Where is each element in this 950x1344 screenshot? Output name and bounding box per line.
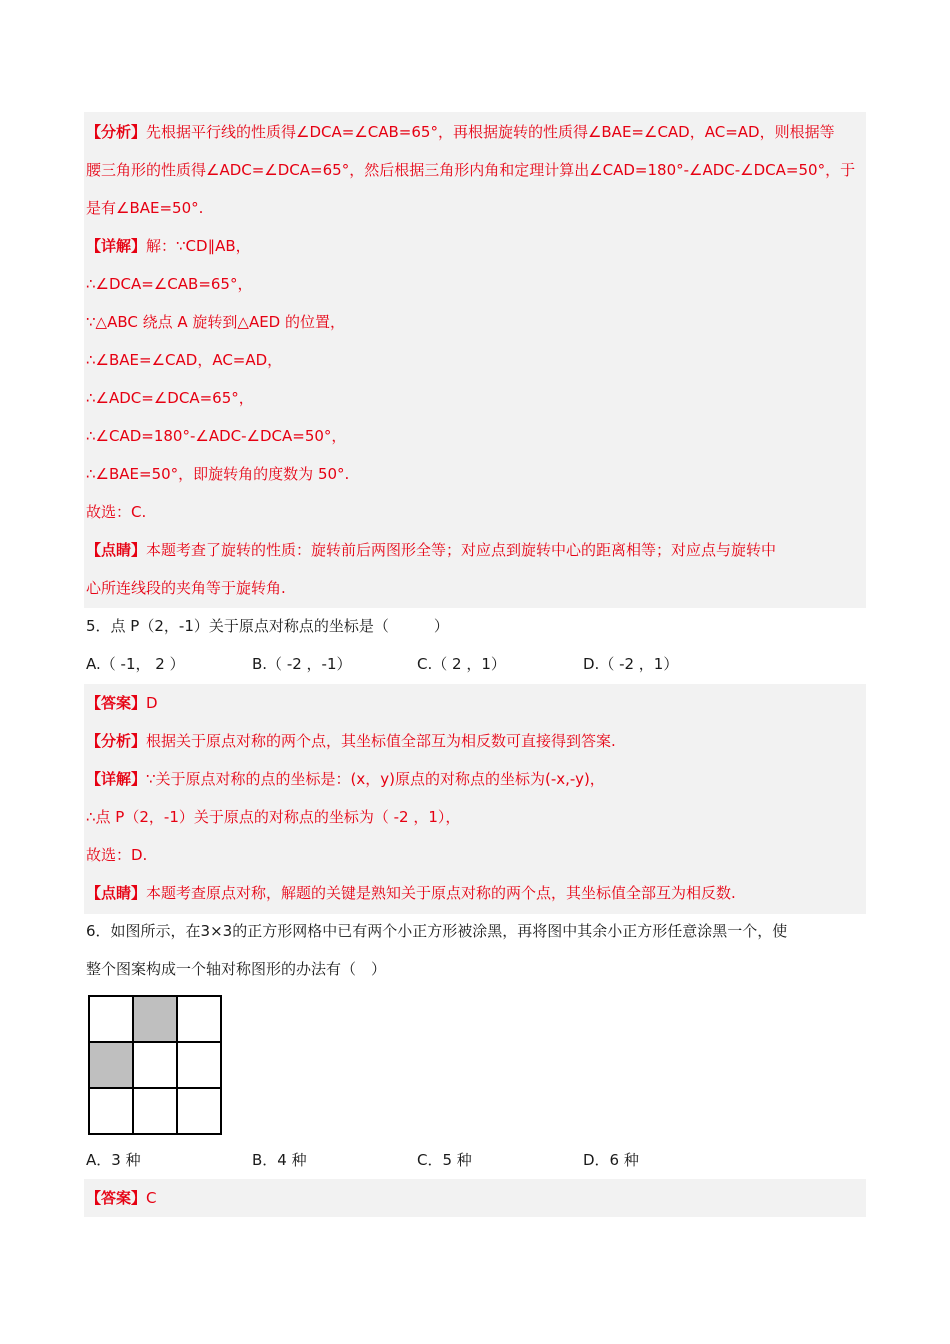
q5-detail-line-2: ∴点 P（2，-1）关于原点的对称点的坐标为（ -2 ，1）， [86,808,461,826]
q4-comment-line-1: 【点睛】本题考查了旋转的性质：旋转前后两图形全等；对应点到旋转中心的距离相等；对应点与旋转中 [86,541,777,559]
q4-detail-line-3: ∵△ABC 绕点 A 旋转到△AED 的位置， [86,313,345,331]
q5-option-a: A.（ -1， 2 ） [86,655,185,673]
grid-cell [89,1042,133,1088]
q6-option-d: D．6 种 [583,1151,639,1169]
q5-answer: 【答案】D [86,694,158,712]
grid-cell [133,996,177,1042]
q4-detail-line-4: ∴∠BAE=∠CAD，AC=AD， [86,351,283,369]
q4-analysis-line-3: 是有∠BAE=50°. [86,199,204,217]
grid-cell [89,996,133,1042]
q5-option-b: B.（ -2 ，-1） [252,655,352,673]
q5-comment: 【点睛】本题考查原点对称，解题的关键是熟知关于原点对称的两个点，其坐标值全部互为相反数. [86,884,736,902]
q4-analysis-line-1: 【分析】先根据平行线的性质得∠DCA=∠CAB=65°，再根据旋转的性质得∠BAE=∠CAD，AC=AD，则根据等 [86,123,835,141]
grid-cell [177,1088,221,1134]
q6-option-c: C．5 种 [417,1151,472,1169]
q6-option-b: B．4 种 [252,1151,307,1169]
q6-answer: 【答案】C [86,1189,157,1207]
q4-detail-line-8: 故选：C. [86,503,147,521]
q5-stem: 5．点 P（2，-1）关于原点对称点的坐标是（ ） [86,617,449,635]
q6-option-a: A．3 种 [86,1151,141,1169]
q6-stem-line-2: 整个图案构成一个轴对称图形的办法有（ ） [86,960,387,978]
q5-detail-line-1: 【详解】∵关于原点对称的点的坐标是：(x，y)原点的对称点的坐标为(-x,-y)， [86,770,605,788]
q5-option-c: C.（ 2 ，1） [417,655,506,673]
q4-detail-line-2: ∴∠DCA=∠CAB=65°， [86,275,253,293]
q4-detail-line-1: 【详解】解：∵CD∥AB， [86,237,251,255]
q5-analysis: 【分析】根据关于原点对称的两个点，其坐标值全部互为相反数可直接得到答案. [86,732,616,750]
grid-cell [177,1042,221,1088]
q4-comment-line-2: 心所连线段的夹角等于旋转角. [86,579,286,597]
q4-analysis-line-2: 腰三角形的性质得∠ADC=∠DCA=65°，然后根据三角形内角和定理计算出∠CAD=180°-∠ADC-∠DCA=50°，于 [86,161,856,179]
grid-cell [89,1088,133,1134]
q6-grid-figure [88,995,222,1135]
grid-cell [177,996,221,1042]
grid-cell [133,1042,177,1088]
grid-cell [133,1088,177,1134]
q4-detail-line-5: ∴∠ADC=∠DCA=65°， [86,389,254,407]
q4-detail-line-7: ∴∠BAE=50°，即旋转角的度数为 50°. [86,465,350,483]
q4-detail-line-6: ∴∠CAD=180°-∠ADC-∠DCA=50°， [86,427,347,445]
q5-option-d: D.（ -2 ，1） [583,655,679,673]
q6-stem-line-1: 6．如图所示，在3×3的正方形网格中已有两个小正方形被涂黑，再将图中其余小正方形任意涂黑一个，使 [86,922,788,940]
q5-detail-line-3: 故选：D. [86,846,148,864]
